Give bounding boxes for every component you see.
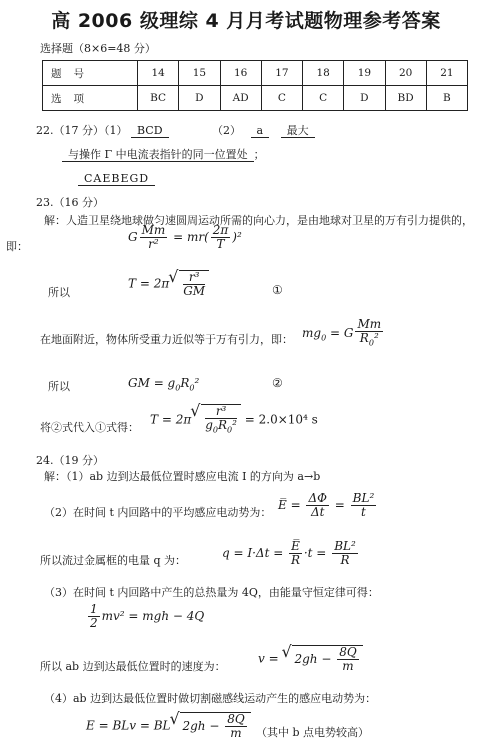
equation-2: T = 2π √ $\frac{\text{r³}}{GM}$: [128, 270, 209, 298]
q22-head: 22.（17 分）（1）: [36, 124, 128, 137]
equation-3: $mg_0 = G$ $\frac{Mm}{R_0^2}$: [302, 317, 382, 348]
equation-8: $\frac{1}{2}$ mv² = mgh − 4Q: [90, 602, 205, 630]
q22-line: [36, 122, 315, 138]
table-cell: 16: [220, 61, 261, 86]
q23-sub: 将②式代入①式得：: [40, 421, 139, 434]
q23-ground: 在地面附近，物体所受重力近似等于万有引力，即：: [40, 333, 293, 346]
eq-marker-1: ①: [272, 283, 283, 297]
q22-answer-4: 与操作 Γ 中电流表指针的同一位置处: [62, 148, 254, 162]
q22-part2: （2）: [212, 124, 242, 137]
table-cell: 题号: [43, 61, 138, 86]
table-cell: 15: [179, 61, 220, 86]
eq-marker-2: ②: [272, 376, 283, 390]
equation-1: G $\frac{Mm}{\text{r²}}$ = mr( $\frac{2\pi}{T}$ )²: [128, 223, 242, 251]
q23-result: = 2.0×10⁴ s: [244, 412, 318, 427]
q22-answer-5: CAEBEGD: [78, 172, 155, 186]
answer-table: [42, 60, 468, 111]
equation-10: E = BLv = BL√ 2gh − $\frac{8Q}{m}$: [86, 712, 251, 740]
table-cell: 17: [261, 61, 302, 86]
q24-p1: 解：（1）ab 边到达最低位置时感应电流 I 的方向为 a→b: [44, 470, 321, 483]
q22-answer-1: BCD: [131, 124, 169, 138]
q24-p6: （4）ab 边到达最低位置时做切割磁感线运动产生的感应电动势为：: [44, 692, 377, 705]
table-cell: 21: [426, 61, 467, 86]
q23-so-1: 所以: [48, 286, 70, 299]
equation-9: v = √ 2gh − $\frac{8Q}{m}$: [258, 645, 363, 673]
equation-7: q = I·Δt = $\frac{E̅}{R}$ ·t = $\frac{\text{BL²}}{R}$: [222, 539, 356, 567]
q24-p2: （2）在时间 t 内回路中的平均感应电动势为：: [44, 506, 272, 519]
q23-intro-2: 即：: [6, 240, 28, 253]
table-cell: 14: [138, 61, 179, 86]
table-cell: B: [426, 86, 467, 111]
equation-6: E̅ = $\frac{\Delta\Phi}{\Delta t}$ = $\frac{\text{BL²}}{t}$: [278, 491, 375, 519]
q24-head: 24.（19 分）: [36, 454, 104, 467]
table-row: [43, 86, 468, 111]
section-heading: 选择题（8×6=48 分）: [40, 42, 156, 55]
table-row: [43, 61, 468, 86]
table-cell: 选项: [43, 86, 138, 111]
table-cell: 20: [385, 61, 426, 86]
table-cell: 18: [303, 61, 344, 86]
q23-so-2: 所以: [48, 380, 70, 393]
q22-answer-2: a: [251, 124, 270, 138]
q22-line2-end: ；: [253, 148, 265, 161]
q24-p3: 所以流过金属框的电量 q 为：: [40, 554, 187, 567]
q24-p5: 所以 ab 边到达最低位置时的速度为：: [40, 660, 226, 673]
table-cell: BC: [138, 86, 179, 111]
q22-sequence: [78, 172, 155, 185]
table-cell: BD: [385, 86, 426, 111]
equation-4: GM = $g_0R_0^2$: [128, 376, 200, 393]
table-cell: C: [303, 86, 344, 111]
table-cell: 19: [344, 61, 385, 86]
table-cell: D: [179, 86, 220, 111]
q24-note: （其中 b 点电势较高）: [256, 726, 370, 739]
q24-p4: （3）在时间 t 内回路中产生的总热量为 4Q，由能量守恒定律可得：: [44, 586, 379, 599]
page-title: 高 2006 级理综 4 月月考试题物理参考答案: [51, 10, 441, 32]
table-cell: AD: [220, 86, 261, 111]
q22-answer-3: 最大: [281, 124, 315, 138]
equation-5: T = 2π √ $\frac{\text{r³}}{g_0R_0^2}$ = 2.0×10⁴ s: [150, 404, 318, 436]
q22-line-2: [62, 146, 265, 162]
table-cell: C: [261, 86, 302, 111]
q23-intro: 解：人造卫星绕地球做匀速圆周运动所需的向心力，是由地球对卫星的万有引力提供的，: [44, 214, 473, 227]
q23-head: 23.（16 分）: [36, 196, 104, 209]
table-cell: D: [344, 86, 385, 111]
